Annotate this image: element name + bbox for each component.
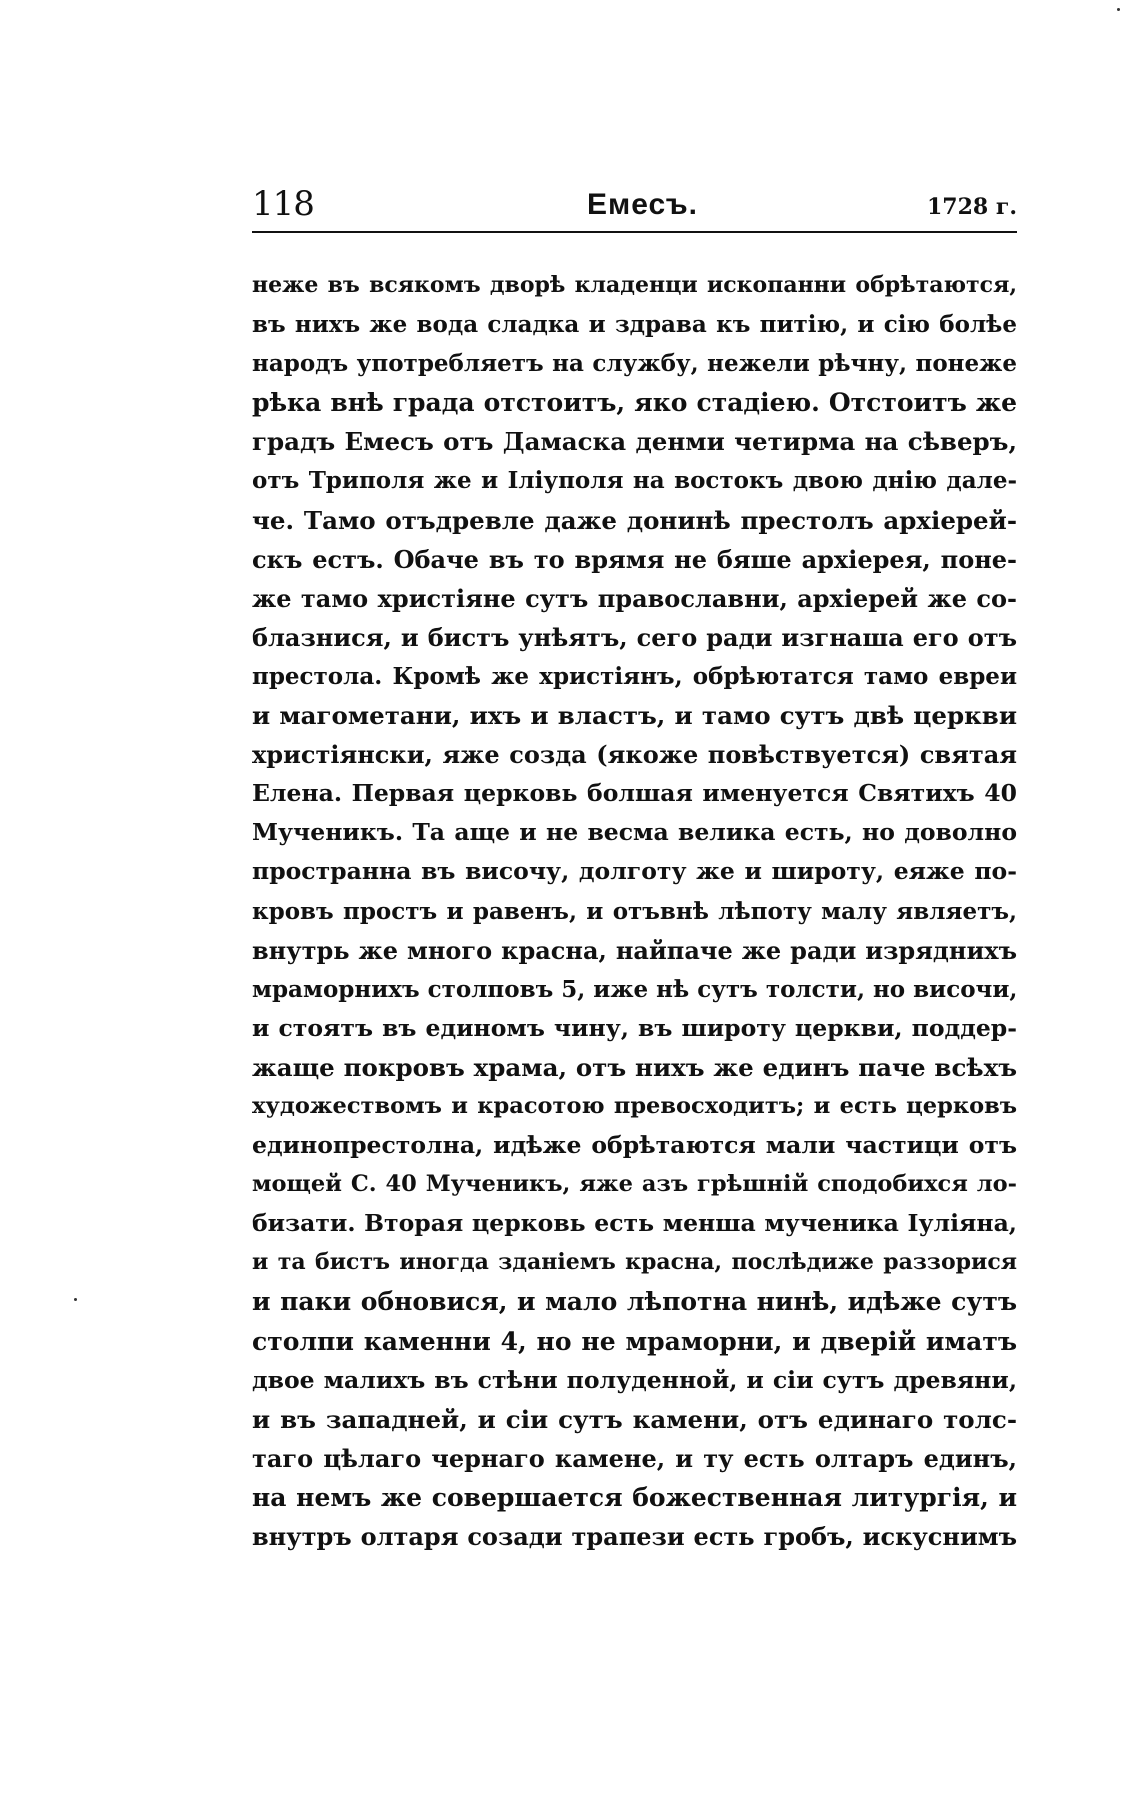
text-line: градъ Емесъ отъ Дамаска денми четирма на сѣверъ, xyxy=(252,427,1017,457)
text-line: таго цѣлаго чернаго камене, и ту есть олтаръ единъ, xyxy=(252,1443,1017,1473)
text-line: рѣка внѣ града отстоитъ, яко стадіею. Отстоитъ же xyxy=(252,388,1017,418)
text-line: мощей С. 40 Мученикъ, яже азъ грѣшній сподобихся ло- xyxy=(252,1171,1017,1198)
text-line: внутръ олтаря созади трапези есть гробъ, искуснимъ xyxy=(252,1522,1017,1551)
header-rule xyxy=(252,231,1017,233)
text-line: престола. Кромѣ же христіянъ, обрѣютатся тамо евреи xyxy=(252,662,1017,690)
text-line: жаще покровъ храма, отъ нихъ же единъ паче всѣхъ xyxy=(252,1052,1017,1082)
text-line: неже въ всякомъ дворѣ кладенци ископанни обрѣтаются, xyxy=(252,272,1017,298)
text-line: художествомъ и красотою превосходитъ; и есть церковъ xyxy=(252,1092,1017,1119)
text-line: Елена. Первая церковь болшая именуется Святихъ 40 xyxy=(252,779,1017,808)
text-line: скъ естъ. Обаче въ то врямя не бяше архіерея, поне- xyxy=(252,544,1017,574)
header-year: 1728 г. xyxy=(926,194,1017,220)
page-number: 118 xyxy=(252,184,314,224)
text-line: единопрестолна, идѣже обрѣтаются мали частици отъ xyxy=(252,1131,1017,1160)
text-line: че. Тамо отъдревле даже донинѣ престолъ архіерей- xyxy=(252,505,1017,535)
text-line: же тамо христіяне сутъ православни, архіерей же со- xyxy=(252,583,1017,613)
text-line: двое малихъ въ стѣни полуденной, и сіи сутъ древяни, xyxy=(252,1365,1017,1394)
text-line: и магометани, ихъ и властъ, и тамо сутъ двѣ церкви xyxy=(252,701,1017,731)
text-line: народъ употребляетъ на службу, нежели рѣчну, понеже xyxy=(252,350,1017,378)
text-line: отъ Триполя же и Іліуполя на востокъ двою днію дале- xyxy=(252,467,1017,495)
page-header xyxy=(252,184,1017,232)
text-line: внутрь же много красна, найпаче же ради изряднихъ xyxy=(252,935,1017,965)
scan-speck xyxy=(1117,8,1120,11)
scan-speck xyxy=(74,1298,77,1301)
text-line: мраморнихъ столповъ 5, иже нѣ сутъ толсти, но височи, xyxy=(252,975,1017,1003)
text-line: кровъ простъ и равенъ, и отъвнѣ лѣпоту малу являетъ, xyxy=(252,897,1017,925)
text-line: христіянски, яже созда (якоже повѣствуется) святая xyxy=(252,740,1017,770)
text-line: и паки обновися, и мало лѣпотна нинѣ, идѣже сутъ xyxy=(252,1287,1017,1317)
text-line: блазнися, и бистъ унѣятъ, сего ради изгнаша его отъ xyxy=(252,622,1017,652)
text-line: бизати. Вторая церковь есть менша мученика Іуліяна, xyxy=(252,1209,1017,1238)
text-line: и въ западней, и сіи сутъ камени, отъ единаго толс- xyxy=(252,1404,1017,1434)
text-line: столпи каменни 4, но не мраморни, и дверій иматъ xyxy=(252,1326,1017,1356)
body-text xyxy=(252,266,1017,1556)
text-line: Мученикъ. Та аще и не весма велика есть, но доволно xyxy=(252,818,1017,847)
text-line: и та бистъ иногда зданіемъ красна, послѣдиже раззорися xyxy=(252,1249,1017,1276)
text-line: пространна въ височу, долготу же и широту, еяже по- xyxy=(252,857,1017,886)
text-line: и стоятъ въ единомъ чину, въ широту церкви, поддер- xyxy=(252,1013,1017,1042)
text-line: въ нихъ же вода сладка и здрава къ питію, и сію болѣе xyxy=(252,311,1017,339)
running-title: Емесъ. xyxy=(587,188,698,221)
text-line: на немъ же совершается божественная литургія, и xyxy=(252,1482,1017,1512)
